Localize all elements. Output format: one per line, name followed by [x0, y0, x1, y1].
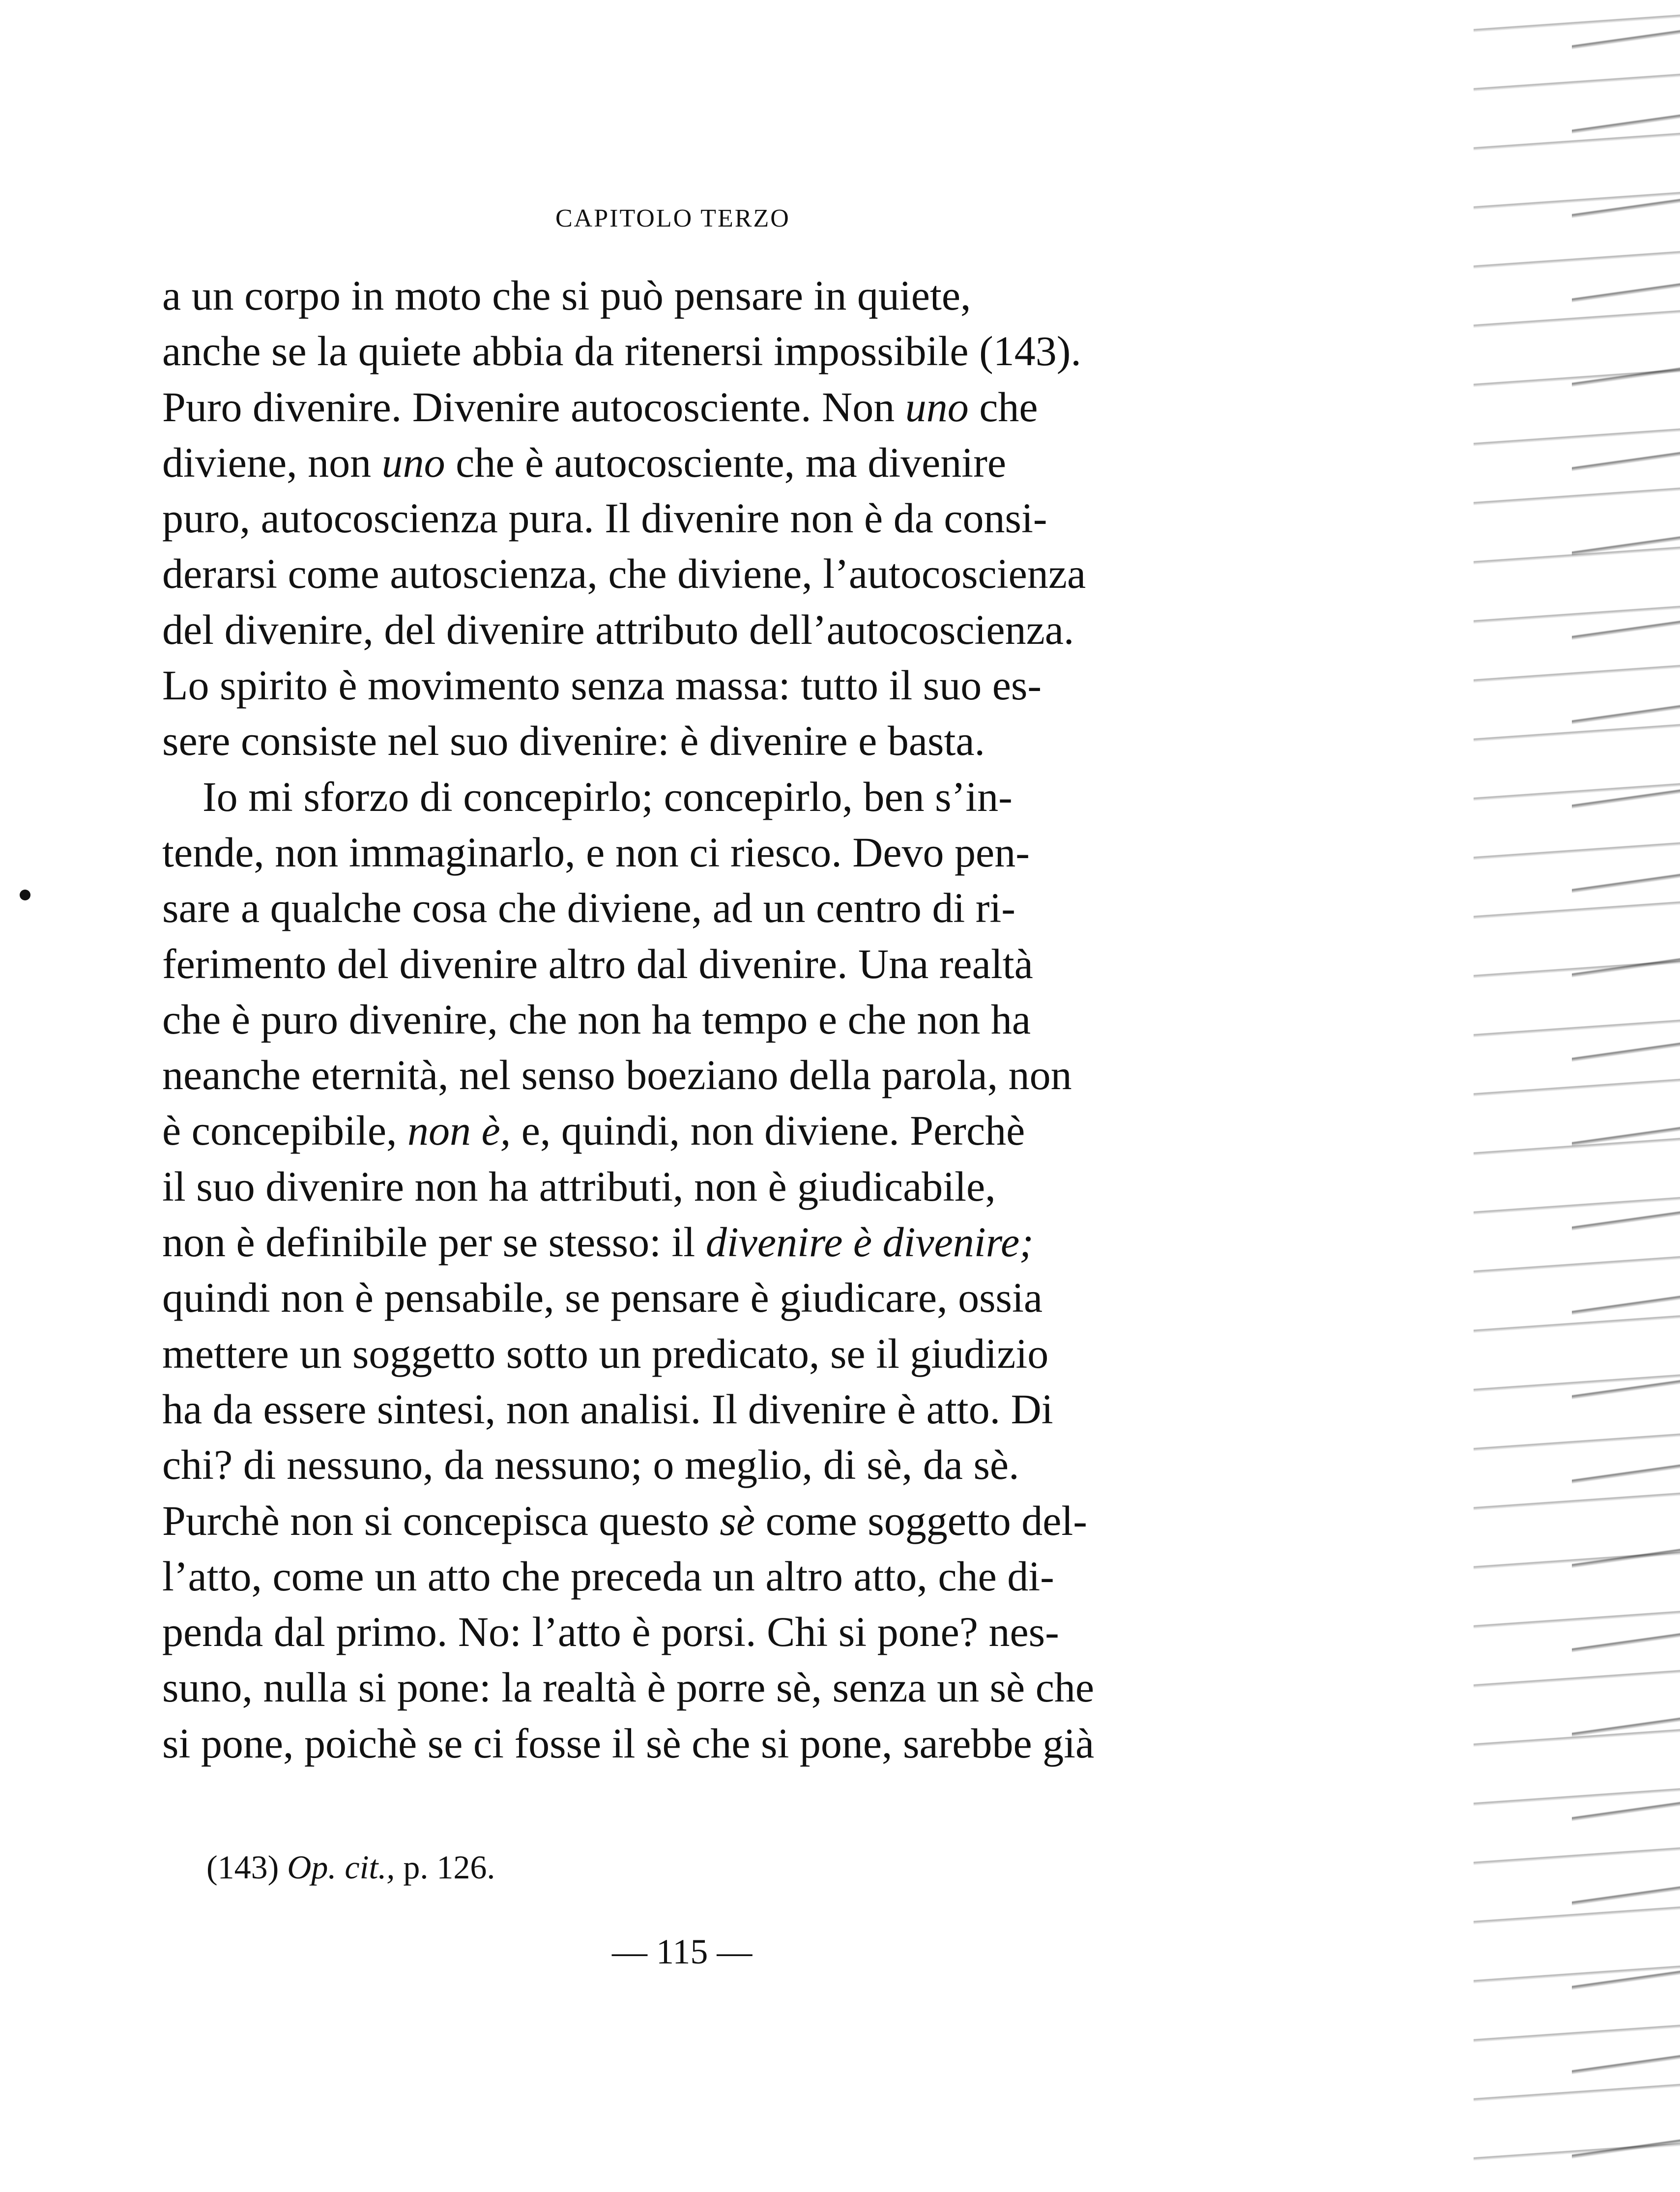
text-line [162, 936, 1224, 992]
text-line [162, 1660, 1224, 1715]
text-segment: l’atto, come un atto che preceda un altro atto, che di- [162, 1552, 1054, 1600]
text-line [162, 1270, 1224, 1326]
text-segment: Io mi sforzo di concepirlo; concepirlo, ben s’in- [203, 773, 1013, 820]
text-line [162, 992, 1224, 1047]
footnote [206, 1848, 495, 1887]
text-line [162, 658, 1224, 713]
text-segment: si pone, poichè se ci fosse il sè che si pone, sarebbe già [162, 1719, 1095, 1767]
text-line [162, 1159, 1224, 1214]
italic-text: non è, [407, 1107, 511, 1154]
text-segment: che [968, 383, 1038, 431]
text-segment: che è autocosciente, ma divenire [445, 438, 1006, 486]
text-line [162, 880, 1224, 936]
footnote-number: (143) [206, 1848, 279, 1886]
text-line [162, 769, 1224, 825]
text-segment: puro, autocoscienza pura. Il divenire non è da consi- [162, 494, 1047, 542]
text-segment: derarsi come autoscienza, che diviene, l’autocoscienza [162, 550, 1086, 598]
text-segment: ferimento del divenire altro dal divenire. Una realtà [162, 940, 1033, 987]
text-line [162, 1437, 1224, 1493]
text-segment: a un corpo in moto che si può pensare in quiete, [162, 272, 971, 319]
text-segment: quindi non è pensabile, se pensare è giudicare, ossia [162, 1274, 1043, 1322]
text-line [162, 1103, 1224, 1158]
italic-text: divenire è divenire; [705, 1218, 1034, 1266]
scan-speck [20, 890, 30, 900]
body-text [162, 268, 1224, 1771]
text-segment: Lo spirito è movimento senza massa: tutto il suo es- [162, 662, 1042, 709]
text-line [162, 490, 1224, 546]
text-line [162, 1716, 1224, 1771]
text-line [162, 1326, 1224, 1382]
text-segment: che è puro divenire, che non ha tempo e che non ha [162, 995, 1031, 1043]
text-segment: diviene, non [162, 438, 382, 486]
text-segment: del divenire, del divenire attributo dell’autocoscienza. [162, 606, 1074, 653]
text-segment: Purchè non si concepisca questo [162, 1497, 720, 1544]
text-segment: non è definibile per se stesso: il [162, 1218, 706, 1266]
text-segment: chi? di nessuno, da nessuno; o meglio, di sè, da sè. [162, 1441, 1019, 1489]
text-line [162, 1214, 1224, 1270]
text-line [162, 323, 1224, 379]
text-line [162, 713, 1224, 769]
text-segment: sare a qualche cosa che diviene, ad un centro di ri- [162, 884, 1015, 932]
footnote-source: Op. cit., [287, 1848, 395, 1886]
italic-text: uno [905, 383, 969, 431]
text-line [162, 435, 1224, 490]
text-segment: neanche eternità, nel senso boeziano della parola, non [162, 1051, 1072, 1099]
text-line [162, 546, 1224, 602]
text-line [162, 1047, 1224, 1103]
text-segment: e, quindi, non diviene. Perchè [511, 1107, 1025, 1154]
text-segment: suno, nulla si pone: la realtà è porre sè, senza un sè che [162, 1664, 1095, 1711]
italic-text: sè [720, 1497, 755, 1544]
italic-text: uno [381, 438, 445, 486]
text-segment: mettere un soggetto sotto un predicato, se il giudizio [162, 1329, 1049, 1377]
text-segment: ha da essere sintesi, non analisi. Il divenire è atto. Di [162, 1385, 1053, 1433]
footnote-page-ref: p. 126. [403, 1848, 495, 1886]
text-line [162, 1549, 1224, 1604]
text-segment: come soggetto del- [755, 1497, 1087, 1544]
running-head: CAPITOLO TERZO [555, 204, 790, 232]
text-line [162, 1493, 1224, 1549]
text-line [162, 379, 1224, 435]
text-segment: il suo divenire non ha attributi, non è giudicabile, [162, 1162, 996, 1210]
page-number: — 115 — [612, 1932, 753, 1971]
text-segment: anche se la quiete abbia da ritenersi impossibile (143). [162, 327, 1081, 375]
text-segment: Puro divenire. Divenire autocosciente. Non [162, 383, 905, 431]
text-segment: è concepibile, [162, 1107, 408, 1154]
text-segment: tende, non immaginarlo, e non ci riesco. Devo pen- [162, 828, 1030, 876]
text-line [162, 268, 1224, 323]
text-line [162, 825, 1224, 880]
text-segment: sere consiste nel suo divenire: è divenire e basta. [162, 717, 985, 765]
text-line [162, 602, 1224, 658]
text-line [162, 1604, 1224, 1660]
scan-edge-artifact-dark [1572, 0, 1680, 2192]
text-segment: penda dal primo. No: l’atto è porsi. Chi si pone? nes- [162, 1608, 1059, 1656]
text-line [162, 1382, 1224, 1437]
